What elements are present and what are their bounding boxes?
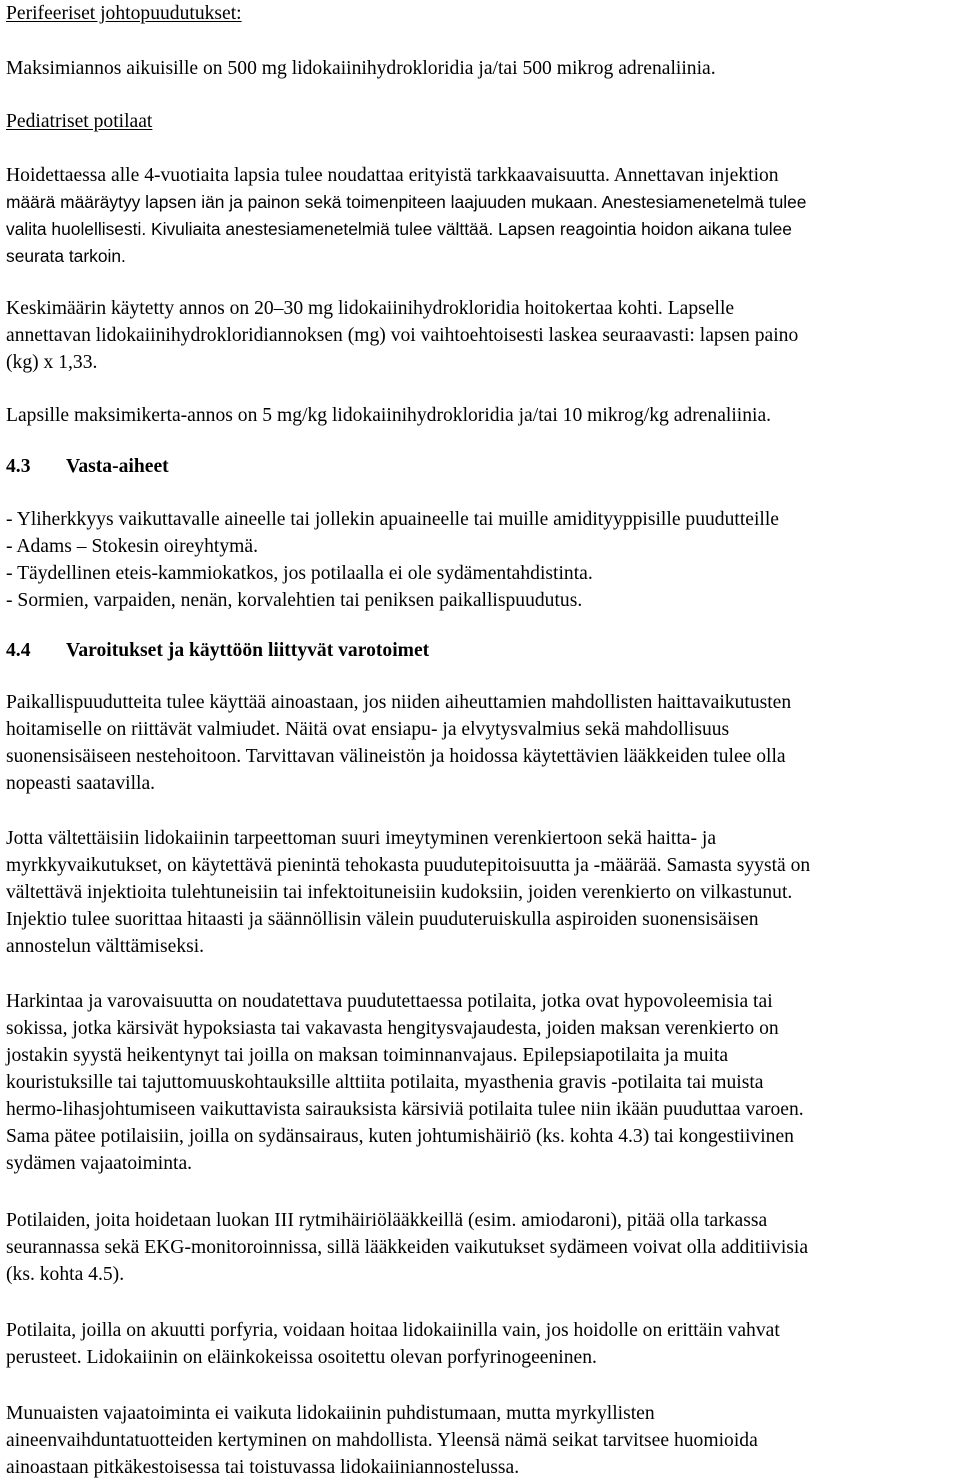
paragraph-line: Jotta vältettäisiin lidokaiinin tarpeettoman suuri imeytyminen verenkiertoon sekä haitta- ja [6, 828, 717, 849]
pediatriset-paragraph-2 [6, 295, 958, 376]
paragraph-line: aineenvaihduntatuotteiden kertyminen on mahdollista. Yleensä nämä seikat tarvitsee huomioida [6, 1430, 758, 1451]
paragraph-line: Hoidettaessa alle 4-vuotiaita lapsia tulee noudattaa erityistä tarkkaavaisuutta. Annettavan injektion [6, 165, 779, 186]
section-4-3-heading [6, 453, 958, 480]
paragraph-line: ainoastaan pitkäkestoisessa tai toistuvassa lidokaiiniannostelussa. [6, 1457, 520, 1478]
paragraph-line: valita huolellisesti. Kivuliaita anestesiamenetelmiä tulee välttää. Lapsen reagointia hoidon aikana tulee [6, 219, 792, 239]
perifeeriset-heading: Perifeeriset johtopuudutukset: [6, 3, 242, 24]
section-4-4-heading [6, 637, 958, 664]
paragraph-line: (ks. kohta 4.5). [6, 1264, 125, 1285]
paragraph-line: seurannassa sekä EKG-monitoroinnissa, sillä lääkkeiden vaikutukset sydämeen voivat olla additiivisia [6, 1237, 809, 1258]
section-number: 4.3 [6, 456, 31, 477]
warnings-paragraph-2 [6, 825, 958, 960]
pediatriset-paragraph-1 [6, 162, 958, 270]
list-item: - Täydellinen eteis-kammiokatkos, jos potilaalla ei ole sydämentahdistinta. [6, 563, 593, 584]
list-item: - Yliherkkyys vaikuttavalle aineelle tai jollekin apuaineelle tai muille amidityyppisille puudutteille [6, 509, 780, 530]
paragraph-line: suonensisäiseen nestehoitoon. Tarvittavan välineistön ja hoidossa käytettävien lääkkeiden tulee olla [6, 746, 786, 767]
paragraph-line: myrkkyvaikutukset, on käytettävä pienintä tehokasta puudutepitoisuutta ja -määrää. Samasta syystä on [6, 855, 811, 876]
warnings-paragraph-3 [6, 988, 958, 1177]
pediatriset-heading: Pediatriset potilaat [6, 111, 153, 132]
warnings-paragraph-4 [6, 1207, 958, 1288]
paragraph-line: Potilaita, joilla on akuutti porfyria, voidaan hoitaa lidokaiinilla vain, jos hoidolle on erittäin vahvat [6, 1320, 780, 1341]
paragraph-line: Munuaisten vajaatoiminta ei vaikuta lidokaiinin puhdistumaan, mutta myrkyllisten [6, 1403, 655, 1424]
section-title: Vasta-aiheet [66, 456, 169, 477]
list-item: - Adams – Stokesin oireyhtymä. [6, 536, 258, 557]
paragraph-line: perusteet. Lidokaiinin on eläinkokeissa osoitettu olevan porfyrinogeeninen. [6, 1347, 597, 1368]
contraindications-list [6, 506, 958, 614]
paragraph-line: annettavan lidokaiinihydrokloridiannoksen (mg) voi vaihtoehtoisesti laskea seuraavasti: lapsen paino [6, 325, 799, 346]
paragraph-line: sokissa, jotka kärsivät hypoksiasta tai vakavasta hengitysvajaudesta, joiden maksan verenkierto on [6, 1018, 779, 1039]
paragraph-line: hermo-lihasjohtumiseen vaikuttavista sairauksista kärsiviä potilaita tulee niin ikään puuduttaa varoen. [6, 1099, 804, 1120]
paragraph-line: vältettävä injektioita tulehtuneisiin tai infektoituneisiin kudoksiin, joiden verenkierto on vilkastunut. [6, 882, 793, 903]
list-item: - Sormien, varpaiden, nenän, korvalehtien tai peniksen paikallispuudutus. [6, 590, 583, 611]
paragraph-line: Sama pätee potilaisiin, joilla on sydänsairaus, kuten johtumishäiriö (ks. kohta 4.3) tai kongestiivinen [6, 1126, 794, 1147]
section-number: 4.4 [6, 640, 31, 661]
pediatriset-paragraph-3: Lapsille maksimikerta-annos on 5 mg/kg lidokaiinihydrokloridia ja/tai 10 mikrog/kg adrenaliinia. [6, 405, 772, 426]
paragraph-line: annostelun välttämiseksi. [6, 936, 205, 957]
section-title: Varoitukset ja käyttöön liittyvät varotoimet [66, 640, 430, 661]
warnings-paragraph-5 [6, 1317, 958, 1371]
paragraph-line: Paikallispuudutteita tulee käyttää ainoastaan, jos niiden aiheuttamien mahdollisten haittavaikutusten [6, 692, 792, 713]
paragraph-line: Injektio tulee suorittaa hitaasti ja säännöllisin välein puuduteruiskulla aspiroiden suonensisäisen [6, 909, 759, 930]
paragraph-line: Keskimäärin käytetty annos on 20–30 mg lidokaiinihydrokloridia hoitokertaa kohti. Lapselle [6, 298, 735, 319]
paragraph-line: (kg) x 1,33. [6, 352, 98, 373]
warnings-paragraph-1 [6, 689, 958, 797]
paragraph-line: sydämen vajaatoiminta. [6, 1153, 193, 1174]
paragraph-line: Harkintaa ja varovaisuutta on noudatettava puudutettaessa potilaita, jotka ovat hypovoleemisia tai [6, 991, 773, 1012]
warnings-paragraph-6 [6, 1400, 958, 1481]
paragraph-line: nopeasti saatavilla. [6, 773, 156, 794]
perifeeriset-text: Maksimiannos aikuisille on 500 mg lidokaiinihydrokloridia ja/tai 500 mikrog adrenaliinia. [6, 58, 716, 79]
paragraph-line: kouristuksille tai tajuttomuuskohtauksille alttiita potilaita, myasthenia gravis -potilaita tai muista [6, 1072, 764, 1093]
paragraph-line: hoitamiselle on riittävät valmiudet. Näitä ovat ensiapu- ja elvytysvalmius sekä mahdollisuus [6, 719, 730, 740]
paragraph-line: määrä määräytyy lapsen iän ja painon sekä toimenpiteen laajuuden mukaan. Anestesiamenetelmä tulee [6, 192, 807, 212]
paragraph-line: seurata tarkoin. [6, 246, 126, 266]
paragraph-line: Potilaiden, joita hoidetaan luokan III rytmihäiriölääkkeillä (esim. amiodaroni), pitää olla tarkassa [6, 1210, 768, 1231]
paragraph-line: jostakin syystä heikentynyt tai joilla on maksan toiminnanvajaus. Epilepsiapotilaita ja muita [6, 1045, 729, 1066]
